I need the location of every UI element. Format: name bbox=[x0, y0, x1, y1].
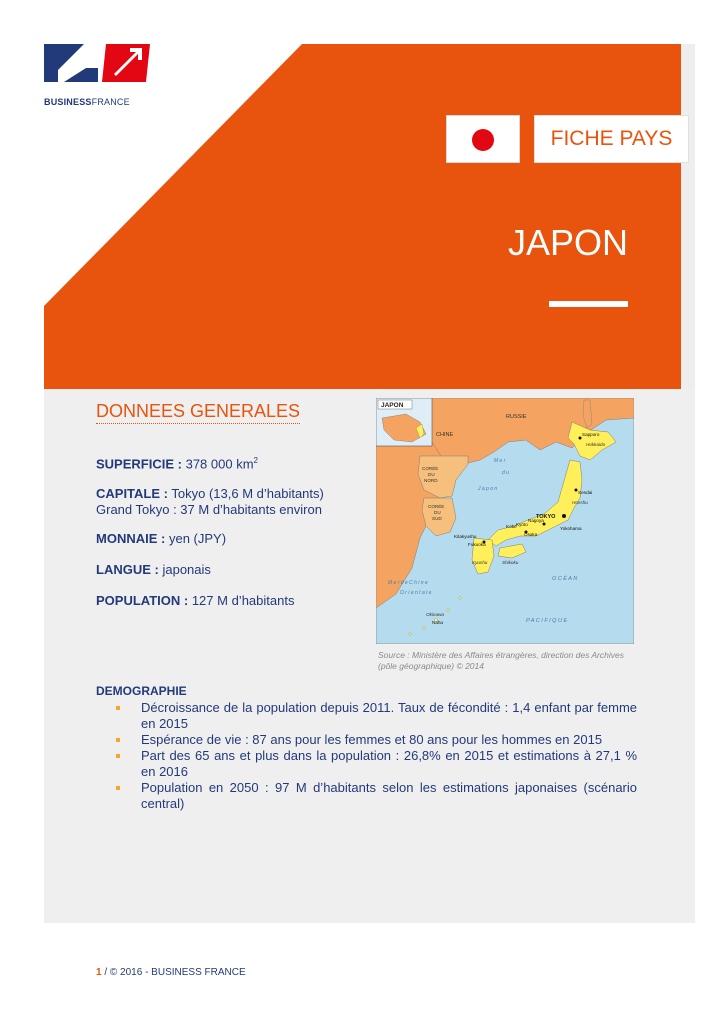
fiche-pays-label: FICHE PAYS bbox=[550, 127, 673, 150]
country-title: JAPON bbox=[507, 222, 628, 263]
map-label-kyushu: Kyushu bbox=[472, 560, 488, 565]
map-label-chine: CHINE bbox=[436, 432, 454, 438]
capitale-value: Tokyo (13,6 M d’habitants) bbox=[171, 486, 324, 501]
map-label-mer-japon-2: d u bbox=[502, 470, 509, 476]
page-footer bbox=[96, 967, 246, 978]
map-label-tokyo: TOKYO bbox=[536, 514, 556, 520]
map-label-coree-nord-3: NORD bbox=[424, 478, 438, 483]
japan-map bbox=[376, 398, 634, 644]
superficie-value: 378 000 km bbox=[185, 456, 254, 472]
map-label-fukuoka: Fukuoka bbox=[468, 542, 486, 547]
capitale-row bbox=[96, 486, 324, 518]
demographie-item-text: Part des 65 ans et plus dans la population : 26,8% en 2015 et estimations à 27,1 % en 2016 bbox=[141, 748, 637, 779]
footer-copyright: © 2016 - BUSINESS FRANCE bbox=[109, 967, 246, 978]
map-label-coree-sud-1: CORÉE bbox=[428, 504, 445, 509]
map-label-coree-nord-1: CORÉE bbox=[422, 466, 439, 471]
map-label-pacifique: P A C I F I Q U E bbox=[526, 618, 568, 624]
map-label-sapporo: Sapporo bbox=[582, 432, 600, 437]
population-row bbox=[96, 593, 294, 609]
map-label-coree-sud-3: SUD bbox=[432, 516, 442, 521]
footer-separator: / bbox=[101, 967, 110, 978]
page-number: 1 bbox=[96, 967, 102, 978]
demographie-item bbox=[116, 732, 637, 748]
title-underline bbox=[549, 301, 628, 307]
flag-red-disc bbox=[472, 129, 494, 151]
demographie-item bbox=[116, 700, 637, 732]
map-label-ocean: O C É A N bbox=[552, 576, 578, 582]
demographie-item-text: Espérance de vie : 87 ans pour les femmes et 80 ans pour les hommes en 2015 bbox=[141, 732, 603, 747]
map-label-mer-de-chine: M e r d e C h i n e bbox=[388, 580, 428, 586]
langue-value: japonais bbox=[162, 562, 211, 577]
bullet-icon bbox=[116, 738, 120, 742]
map-label-russie: RUSSIE bbox=[506, 414, 527, 420]
demographie-item-text: Population en 2050 : 97 M d’habitants selon les estimations japonaises (scénario central) bbox=[141, 780, 637, 811]
map-label-okinawa: Okinawa bbox=[426, 612, 444, 617]
logo-word-business: BUSINESS bbox=[44, 97, 92, 107]
monnaie-value: yen (JPY) bbox=[168, 531, 227, 546]
map-label-naha: Naha bbox=[432, 620, 443, 625]
fiche-pays-badge bbox=[534, 115, 689, 163]
section-title: DONNEES GENERALES bbox=[96, 401, 300, 424]
japan-flag-icon bbox=[446, 115, 520, 163]
demographie-item-text: Décroissance de la population depuis 2011. Taux de fécondité : 1,4 enfant par femme en 2015 bbox=[141, 700, 637, 731]
map-label-kobe: Kobe bbox=[506, 524, 517, 529]
map-label-yokohama: Yokohama bbox=[560, 526, 582, 531]
monnaie-row bbox=[96, 531, 226, 547]
demographie-item bbox=[116, 748, 637, 780]
grand-tokyo-value: Grand Tokyo : 37 M d’habitants environ bbox=[96, 502, 322, 517]
map-label-shikoku: Shikoku bbox=[502, 560, 519, 565]
map-label-coree-nord-2: DU bbox=[428, 472, 435, 477]
map-title: JAPON bbox=[381, 402, 404, 409]
map-label-mer-japon-3: J a p o n bbox=[478, 486, 498, 492]
map-label-kitakyushu: Kitakyushu bbox=[454, 534, 477, 539]
bullet-icon bbox=[116, 706, 120, 710]
superficie-unit-exponent: 2 bbox=[253, 456, 258, 465]
header-side-strip bbox=[681, 44, 695, 389]
bullet-icon bbox=[116, 754, 120, 758]
superficie-row bbox=[96, 453, 258, 472]
demographie-title: DEMOGRAPHIE bbox=[96, 684, 187, 698]
langue-row bbox=[96, 562, 211, 578]
orange-header-panel bbox=[44, 44, 681, 389]
population-label: POPULATION : bbox=[96, 593, 189, 608]
map-label-osaka: Osaka bbox=[524, 532, 538, 537]
map-label-coree-sud-2: DU bbox=[434, 510, 441, 515]
demographie-item bbox=[116, 780, 637, 812]
map-label-honshu: Honshu bbox=[572, 500, 588, 505]
capitale-label: CAPITALE : bbox=[96, 486, 168, 501]
monnaie-label: MONNAIE : bbox=[96, 531, 166, 546]
logo-word-france: FRANCE bbox=[91, 97, 130, 107]
map-label-mer-japon-1: M e r bbox=[494, 458, 506, 464]
population-value: 127 M d’habitants bbox=[191, 593, 295, 608]
map-label-kyoto: Kyoto bbox=[516, 522, 528, 527]
bullet-icon bbox=[116, 786, 120, 790]
map-label-hokkaido: Hokkaido bbox=[586, 442, 606, 447]
map-label-nagoya: Nagoya bbox=[528, 518, 544, 523]
map-caption: Source : Ministère des Affaires étrangères, direction des Archives (pôle géographique) © 2014 bbox=[378, 650, 624, 671]
langue-label: LANGUE : bbox=[96, 562, 159, 577]
map-label-sendai: Sendai bbox=[578, 490, 593, 495]
map-label-orientale: O r i e n t a l e bbox=[400, 590, 432, 596]
demographie-list bbox=[116, 700, 637, 812]
superficie-label: SUPERFICIE : bbox=[96, 456, 182, 472]
